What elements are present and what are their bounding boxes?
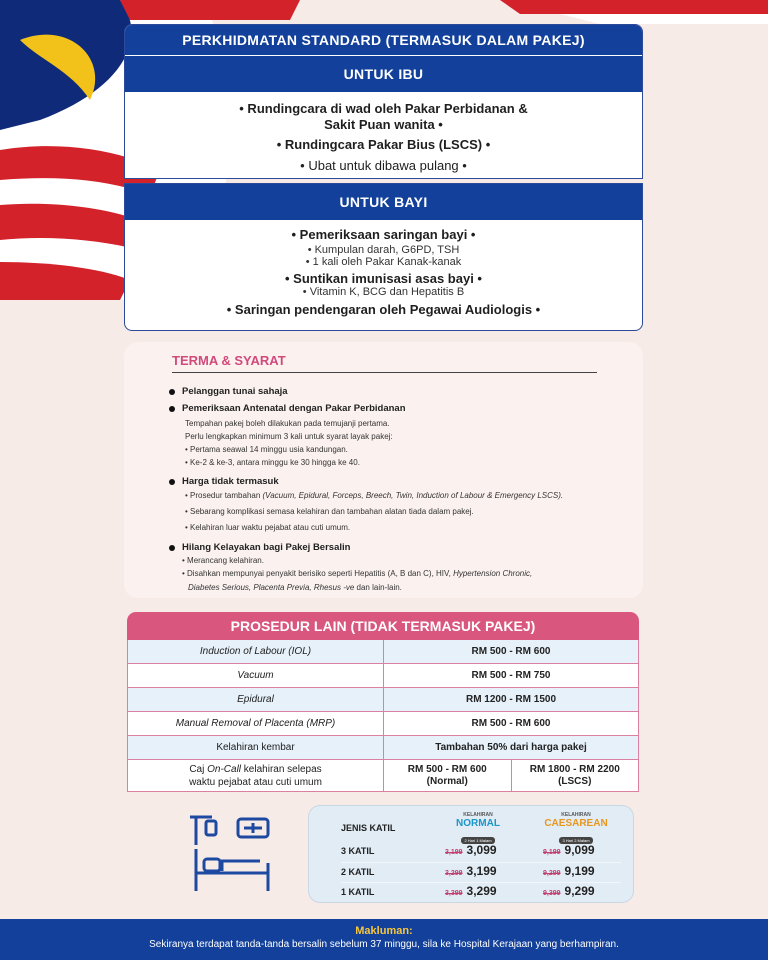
normal-price: 3,199 3,099: [445, 843, 497, 857]
bed-type: 1 KATIL: [341, 887, 375, 897]
procedure-row: [127, 664, 639, 688]
procedures-table: [127, 612, 639, 792]
terms-title: TERMA & SYARAT: [172, 353, 286, 368]
terms-text: • Pertama seawal 14 minggu usia kandungan.: [185, 445, 348, 454]
terms-text: • Disahkan mempunyai penyakit berisiko seperti Hepatitis (A, B dan C), HIV, Hypertension Chronic,: [182, 569, 533, 578]
ibu-line-2: • Rundingcara Pakar Bius (LSCS) •: [276, 137, 491, 152]
bayi-card: [124, 183, 643, 331]
bayi-item-2-sub-1: • Vitamin K, BCG dan Hepatitis B: [302, 286, 465, 298]
bayi-item-2: • Suntikan imunisasi asas bayi •: [285, 271, 482, 286]
bullet-icon: [169, 479, 175, 485]
procedure-name: Induction of Labour (IOL): [128, 640, 384, 663]
procedure-name: Epidural: [128, 688, 384, 711]
terms-text: • Sebarang komplikasi semasa kelahiran dan tambahan alatan tiada dalam pakej.: [185, 507, 474, 516]
bed-type-label: JENIS KATIL: [341, 823, 396, 833]
footer-notice: [0, 919, 768, 960]
procedure-price: RM 500 - RM 750: [471, 670, 551, 681]
terms-text: • Merancang kelahiran.: [182, 556, 264, 565]
caesarean-price: 9,199 9,099: [543, 843, 595, 857]
terms-text: • Kelahiran luar waktu pejabat atau cuti umum.: [185, 523, 351, 532]
bayi-item-1-sub-1: • Kumpulan darah, G6PD, TSH: [307, 244, 460, 256]
caesarean-header: KELAHIRAN CAESAREAN 3 Hari 2 Malam: [544, 812, 608, 843]
ibu-line-1b: Sakit Puan wanita •: [324, 117, 443, 132]
ibu-line-1: • Rundingcara di wad oleh Pakar Perbidanan &: [239, 101, 528, 116]
bayi-item-3: • Saringan pendengaran oleh Pegawai Audiologis •: [226, 302, 541, 317]
caesarean-price: 9,299 9,199: [543, 864, 595, 878]
bed-row: [341, 882, 621, 902]
procedures-title: PROSEDUR LAIN (TIDAK TERMASUK PAKEJ): [127, 612, 639, 640]
procedure-price: RM 500 - RM 600: [471, 718, 551, 729]
bed-pricing-panel: [308, 805, 634, 903]
ibu-line-3: • Ubat untuk dibawa pulang •: [300, 158, 467, 173]
terms-text: Perlu lengkapkan minimum 3 kali untuk syarat layak pakej:: [185, 432, 393, 441]
normal-price: 3,299 3,199: [445, 864, 497, 878]
oncall-normal-price: RM 500 - RM 600 (Normal): [407, 763, 487, 787]
terms-bullet-2: Pemeriksaan Antenatal dengan Pakar Perbidanan: [169, 403, 629, 414]
bed-type: 3 KATIL: [341, 846, 375, 856]
standard-package-card: [124, 24, 643, 179]
bayi-title: UNTUK BAYI: [125, 184, 642, 220]
bed-row: [341, 862, 621, 882]
terms-text: Tempahan pakej boleh dilakukan pada temujanji pertama.: [185, 419, 390, 428]
ibu-title: UNTUK IBU: [125, 56, 642, 92]
procedure-name: Vacuum: [128, 664, 384, 687]
bayi-item-1: • Pemeriksaan saringan bayi •: [291, 227, 476, 242]
caesarean-price: 9,399 9,299: [543, 884, 595, 898]
terms-divider: [172, 372, 597, 373]
procedure-name: Manual Removal of Placenta (MRP): [128, 712, 384, 735]
bullet-icon: [169, 406, 175, 412]
bed-row: [341, 842, 621, 862]
package-header: PERKHIDMATAN STANDARD (TERMASUK DALAM PAKEJ): [125, 25, 642, 55]
procedure-price: RM 1200 - RM 1500: [465, 694, 557, 705]
terms-bullet-3: Harga tidak termasuk: [169, 476, 629, 487]
oncall-row: [127, 760, 639, 792]
normal-price: 3,399 3,299: [445, 884, 497, 898]
terms-text: Diabetes Serious, Placenta Previa, Rhesus -ve dan lain-lain.: [188, 583, 402, 592]
procedure-row: [127, 688, 639, 712]
terms-text: • Ke-2 & ke-3, antara minggu ke 30 hingga ke 40.: [185, 458, 360, 467]
oncall-lscs-price: RM 1800 - RM 2200 (LSCS): [511, 760, 639, 791]
terms-bullet-1: Pelanggan tunai sahaja: [169, 386, 629, 397]
oncall-label: Caj On-Call kelahiran selepas waktu pejabat atau cuti umum: [128, 760, 384, 791]
normal-header: KELAHIRAN NORMAL 2 Hari 1 Malam: [456, 812, 500, 843]
terms-text: • Prosedur tambahan (Vacuum, Epidural, Forceps, Breech, Twin, Induction of Labour & Emergency LSCS).: [185, 491, 564, 500]
procedure-price: RM 500 - RM 600: [471, 646, 551, 657]
procedure-row: [127, 640, 639, 664]
bullet-icon: [169, 389, 175, 395]
hospital-bed-icon: [188, 815, 274, 900]
terms-section: [124, 342, 643, 598]
procedure-row: [127, 736, 639, 760]
bayi-item-1-sub-2: • 1 kali oleh Pakar Kanak-kanak: [305, 256, 462, 268]
procedure-name: Kelahiran kembar: [128, 736, 384, 759]
footer-message: Sekiranya terdapat tanda-tanda bersalin sebelum 37 minggu, sila ke Hospital Kerajaan yang berhampiran.: [149, 939, 619, 950]
footer-title: Makluman:: [355, 925, 413, 937]
procedure-row: [127, 712, 639, 736]
procedure-price: Tambahan 50% dari harga pakej: [435, 742, 587, 753]
terms-bullet-4: Hilang Kelayakan bagi Pakej Bersalin: [169, 542, 629, 553]
bed-type: 2 KATIL: [341, 867, 375, 877]
bullet-icon: [169, 545, 175, 551]
